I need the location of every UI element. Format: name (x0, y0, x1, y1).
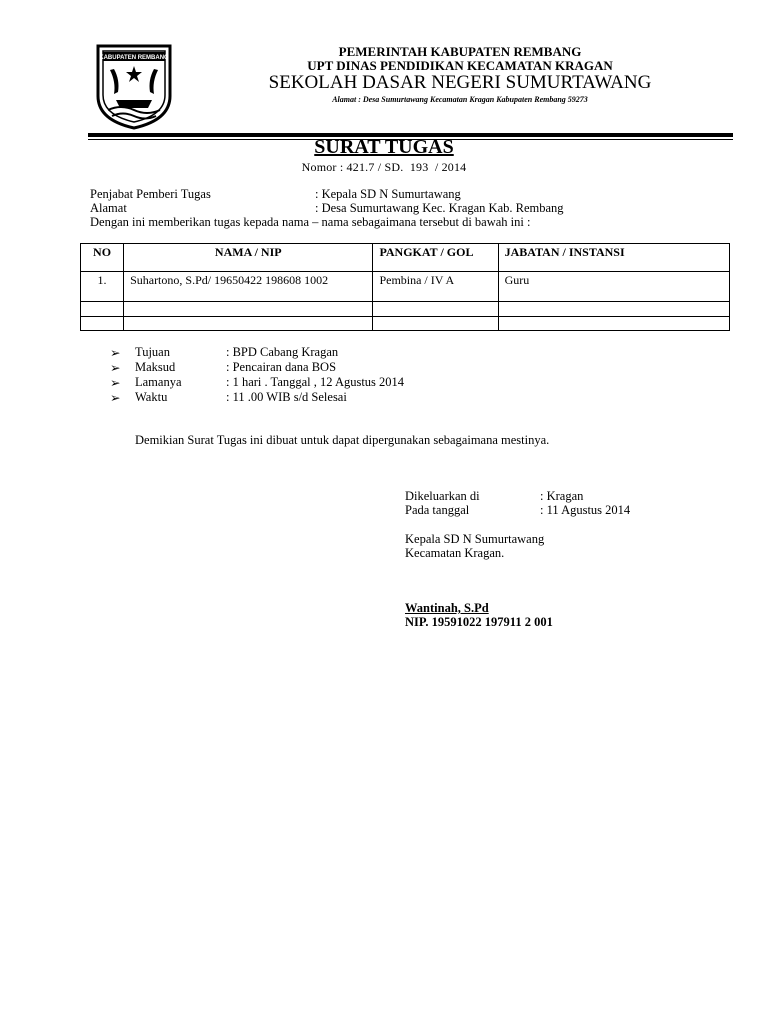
regency-logo (94, 42, 174, 130)
info-value-pejabat: : Kepala SD N Sumurtawang (315, 187, 461, 201)
table-cell-nama (124, 317, 373, 331)
bullet-value-lamanya: : 1 hari . Tanggal , 12 Agustus 2014 (226, 375, 405, 389)
bullet-arrow-icon: ➢ (110, 376, 121, 390)
table-cell-no: 1. (81, 272, 124, 302)
table-cell-pangkat (373, 302, 498, 317)
bullet-label-waktu: Waktu (135, 390, 168, 404)
bullet-label-lamanya: Lamanya (135, 375, 182, 389)
table-cell-pangkat (373, 317, 498, 331)
bullet-value-tujuan: : BPD Cabang Kragan (226, 345, 339, 359)
table-row (81, 272, 730, 302)
table-cell-no (81, 317, 124, 331)
table-cell-jabatan (498, 317, 729, 331)
signer-position-2: Kecamatan Kragan. (405, 546, 505, 560)
table-header-no: NO (81, 244, 124, 272)
bullet-label-tujuan: Tujuan (135, 345, 170, 359)
bullet-arrow-icon: ➢ (110, 391, 121, 405)
table-row (81, 302, 730, 317)
signer-name: Wantinah, S.Pd (405, 601, 489, 615)
table-header-jabatan: JABATAN / INSTANSI (498, 244, 729, 272)
logo-text: KABUPATEN REMBANG (99, 55, 169, 61)
bullet-arrow-icon: ➢ (110, 361, 121, 375)
header-line-2: UPT DINAS PENDIDIKAN KECAMATAN KRAGAN (307, 58, 613, 73)
intro-text: Dengan ini memberikan tugas kepada nama – nama sebagaimana tersebut di bawah ini : (90, 215, 531, 229)
bullet-value-waktu: : 11 .00 WIB s/d Selesai (226, 390, 347, 404)
document-number: Nomor : 421.7 / SD. 193 / 2014 (301, 160, 467, 174)
signer-nip: NIP. 19591022 197911 2 001 (405, 615, 553, 629)
table-cell-jabatan: Guru (498, 272, 729, 302)
issued-date-label: Pada tanggal (405, 503, 470, 517)
issued-place-label: Dikeluarkan di (405, 489, 480, 503)
info-label-alamat: Alamat (90, 201, 127, 215)
school-address: Alamat : Desa Sumurtawang Kecamatan Kragan Kabupaten Rembang 59273 (332, 95, 588, 104)
school-name: SEKOLAH DASAR NEGERI SUMURTAWANG (268, 72, 652, 93)
header-line-1: PEMERINTAH KABUPATEN REMBANG (338, 44, 582, 59)
table-cell-nama (124, 302, 373, 317)
table-header-nama: NAMA / NIP (124, 244, 373, 272)
table-header-row (81, 244, 730, 272)
table-cell-jabatan (498, 302, 729, 317)
table-row (81, 317, 730, 331)
closing-statement: Demikian Surat Tugas ini dibuat untuk dapat dipergunakan sebagaimana mestinya. (135, 433, 550, 447)
table-cell-no (81, 302, 124, 317)
table-cell-pangkat: Pembina / IV A (373, 272, 498, 302)
info-value-alamat: : Desa Sumurtawang Kec. Kragan Kab. Rembang (315, 201, 564, 215)
bullet-arrow-icon: ➢ (110, 346, 121, 360)
issued-place-value: : Kragan (540, 489, 584, 503)
signer-position-1: Kepala SD N Sumurtawang (405, 532, 545, 546)
table-header-pangkat: PANGKAT / GOL (373, 244, 498, 272)
bullet-value-maksud: : Pencairan dana BOS (226, 360, 337, 374)
document-title: SURAT TUGAS (314, 136, 454, 158)
table-cell-nama: Suhartono, S.Pd/ 19650422 198608 1002 (124, 272, 373, 302)
assignment-table (80, 243, 730, 331)
bullet-label-maksud: Maksud (135, 360, 176, 374)
issued-date-value: : 11 Agustus 2014 (540, 503, 631, 517)
info-label-pejabat: Penjabat Pemberi Tugas (90, 187, 211, 201)
